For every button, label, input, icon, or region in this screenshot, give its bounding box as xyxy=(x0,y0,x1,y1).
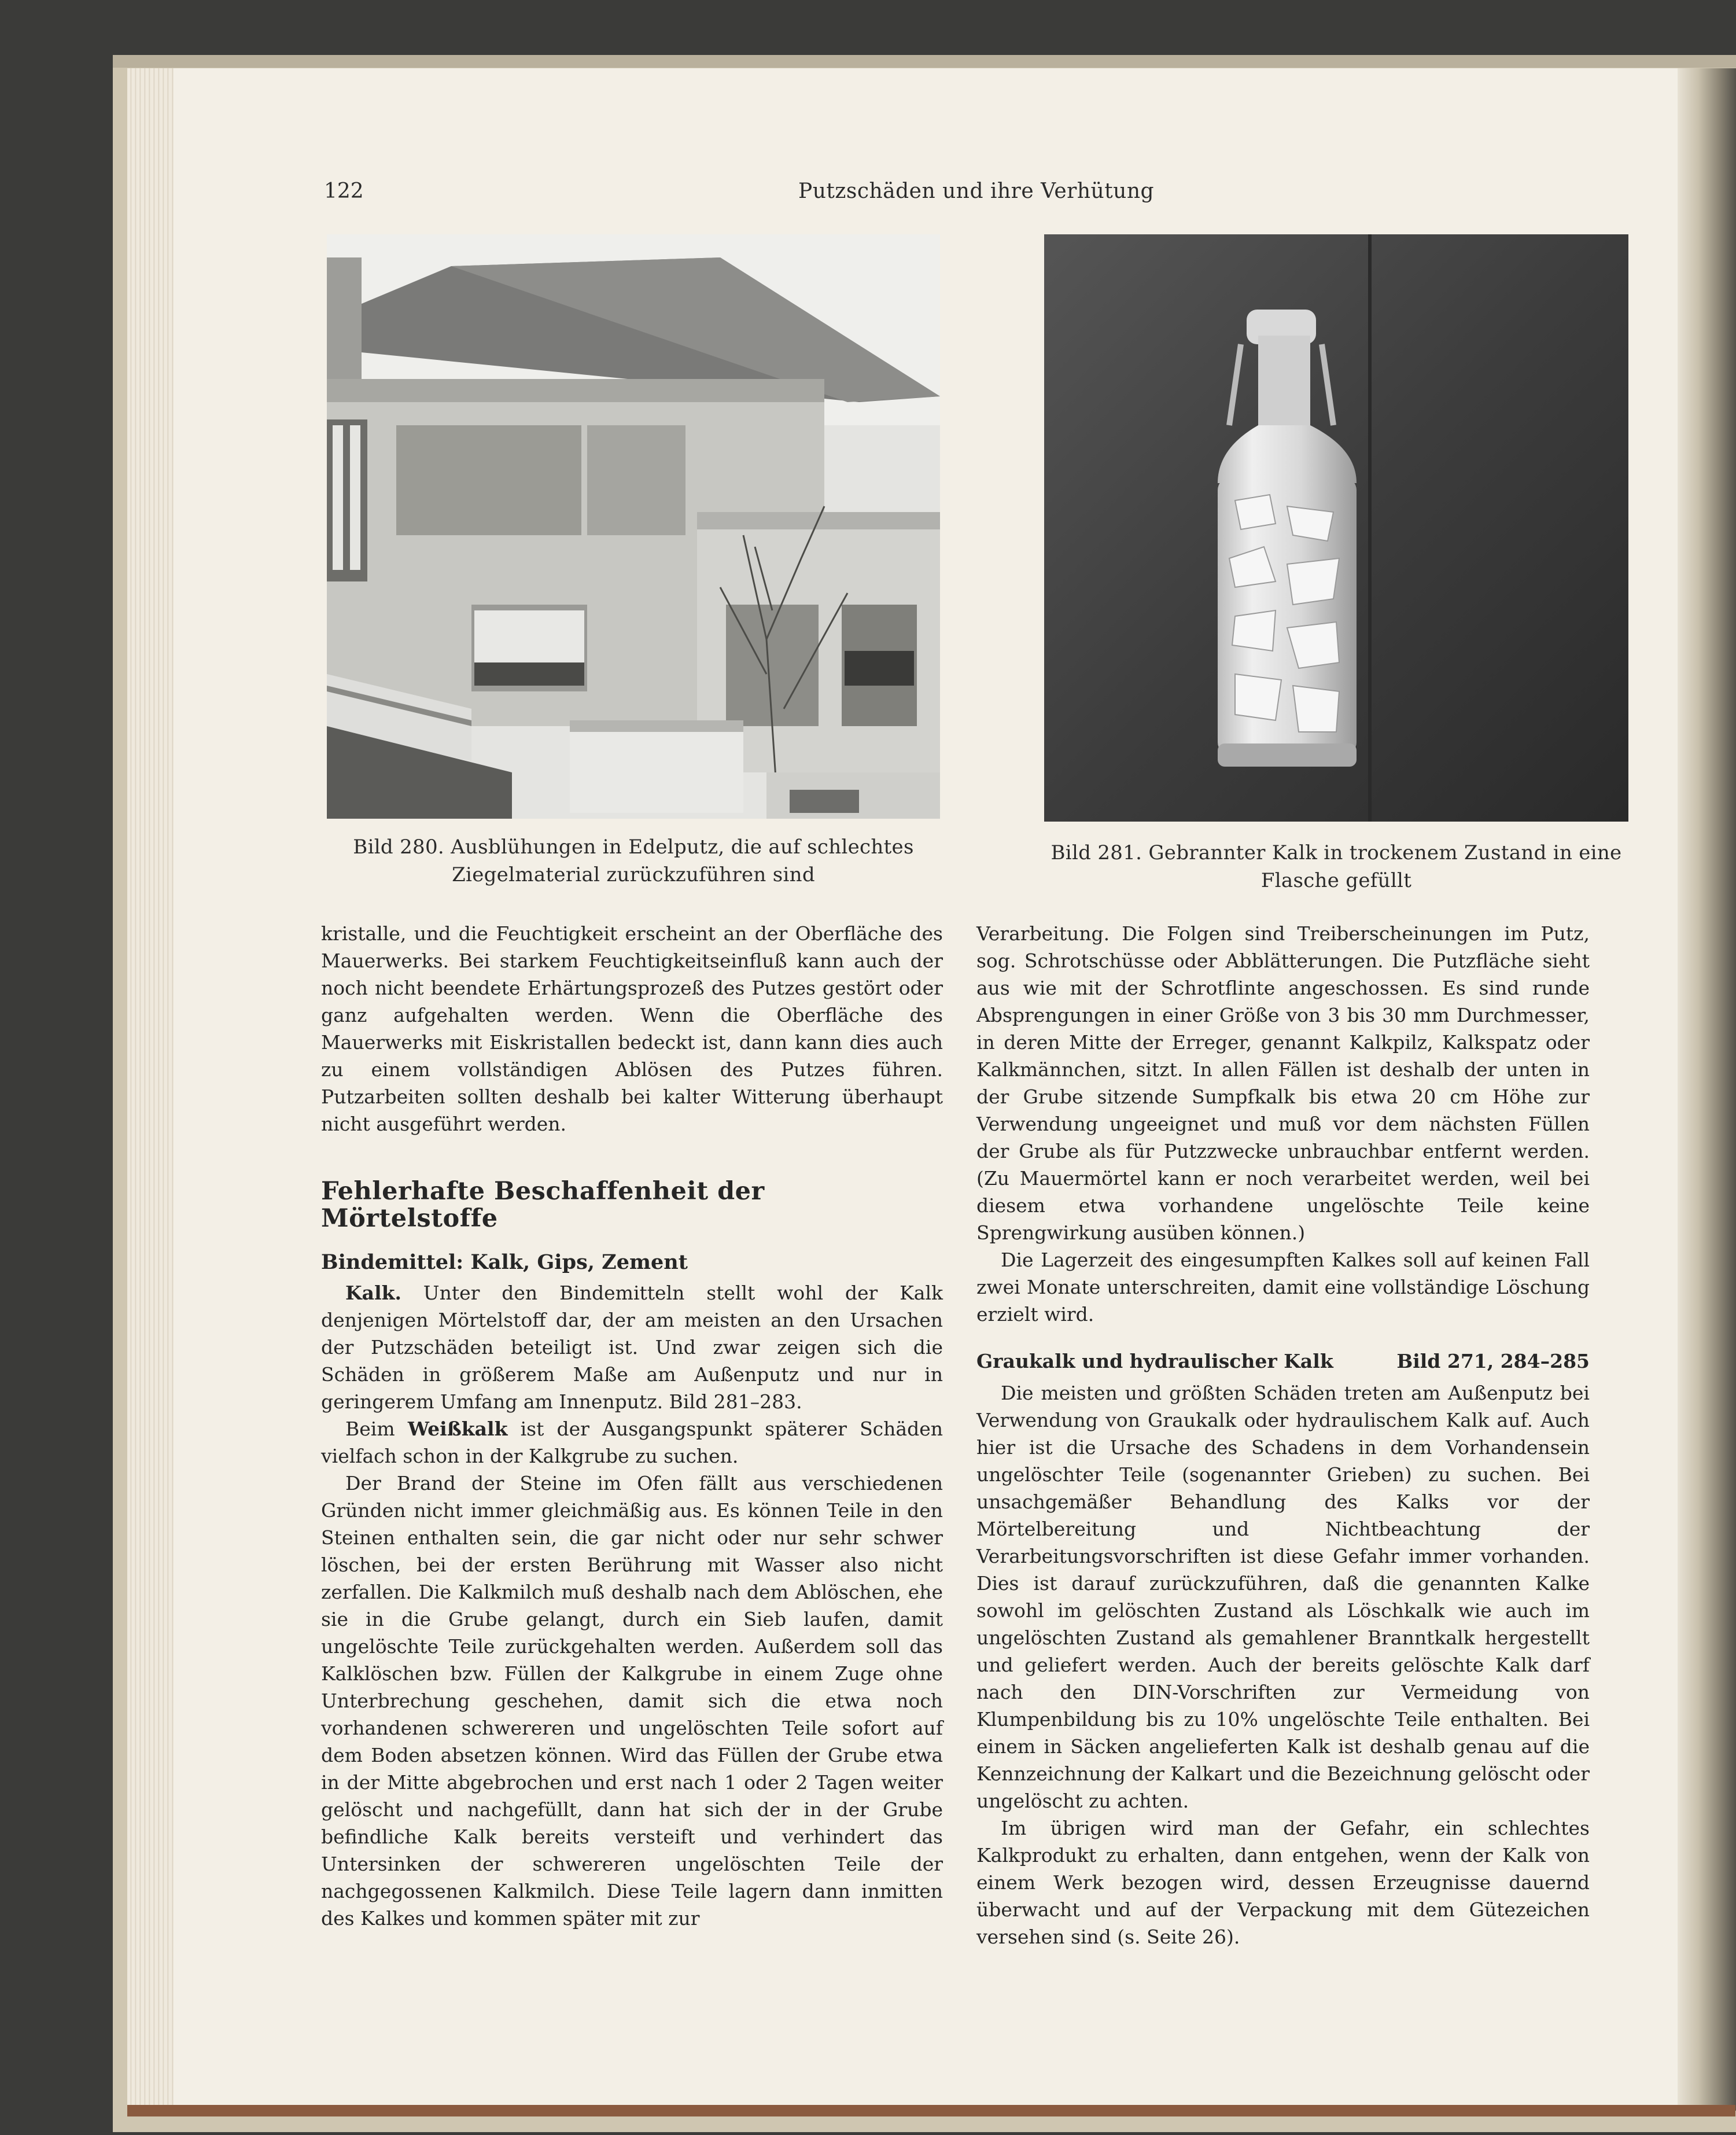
page-gutter xyxy=(1678,68,1736,2111)
paragraph-text: Unter den Bindemitteln stellt wohl der Kalk denjenigen Mörtelstoff dar, der am meisten an den Ursachen der Putzschäden beteiligt ist. Und zwar zeigen sich die Schäden in größerem Maße am Außenputz und nur in geringerem Umfang am Innenputz. Bild 281–283. xyxy=(321,1282,943,1413)
left-text-column xyxy=(321,920,943,1932)
cover-bottom-edge xyxy=(127,2105,1735,2116)
section-heading: Fehlerhafte Beschaffenheit der Mörtelstoffe xyxy=(321,1177,765,1233)
paragraph: kristalle, und die Feuchtigkeit erscheint an der Oberfläche des Mauerwerks. Bei starkem Feuchtigkeitseinfluß kann auch der noch nicht beendete Erhärtungsprozeß des Putzes gestört oder ganz aufgehalten werden. Wenn die Oberfläche des Mauerwerks mit Eiskristallen bedeckt ist, dann kann dies auch zu einem vollständigen Ablösen des Putzes führen. Putzarbeiten sollten deshalb bei kalter Witterung überhaupt nicht ausgeführt werden. xyxy=(321,922,943,1135)
paragraph: Die Lagerzeit des eingesumpften Kalkes soll auf keinen Fall zwei Monate unterschreiten, damit eine vollständige Löschung erzielt wird. xyxy=(976,1249,1590,1326)
subsection-heading-graukalk xyxy=(976,1348,1590,1375)
paragraph: Verarbeitung. Die Folgen sind Treiberscheinungen im Putz, sog. Schrotschüsse oder Abblätterungen. Die Putzfläche sieht aus wie mit der Schrotflinte angeschossen. Es sind runde Absprengungen in einer Größe von 3 bis 30 mm Durchmesser, in deren Mitte der Erreger, genannt Kalkpilz, Kalkspatz oder Kalkmännchen, sitzt. In allen Fällen ist deshalb der unten in der Grube sitzende Sumpfkalk bis etwa 20 cm Höhe zur Verwendung ungeeignet und muß vor dem nächsten Füllen der Grube als für Putzzwecke unbrauchbar entfernt werden. (Zu Mauermörtel kann er noch verarbeitet werden, weil bei diesem etwa vorhandene ungelöschte Teile keine Sprengwirkung ausüben können.) xyxy=(976,922,1590,1244)
figure-280-caption: Bild 280. Ausblühungen in Edelputz, die auf schlechtes Ziegelmaterial zurückzuführen sind xyxy=(353,835,914,886)
paragraph-text: Beim xyxy=(345,1418,395,1440)
paragraph-kalk xyxy=(321,1279,943,1415)
term-kalk: Kalk. xyxy=(345,1282,401,1304)
subsection-heading: Bindemittel: Kalk, Gips, Zement xyxy=(321,1250,688,1274)
term-weisskalk: Weißkalk xyxy=(407,1418,508,1440)
figure-280-house-photo xyxy=(327,234,940,819)
paragraph-text: ist der Ausgangspunkt späterer Schäden vielfach schon in der Kalkgrube zu suchen. xyxy=(321,1418,943,1467)
paragraph-weisskalk xyxy=(321,1415,943,1470)
paragraph: Der Brand der Steine im Ofen fällt aus verschiedenen Gründen nicht immer gleichmäßig aus. Es können Teile in den Steinen enthalten sein, die gar nicht oder nur sehr schwer löschen, bei der ersten Berührung mit Wasser also nicht zerfallen. Die Kalkmilch muß deshalb nach dem Ablöschen, ehe sie in die Grube gelangt, durch ein Sieb laufen, damit ungelöschte Teile zurückgehalten werden. Außerdem soll das Kalklöschen bzw. Füllen der Kalkgrube in einem Zuge ohne Unterbrechung geschehen, damit sich die etwa noch vorhandenen schwereren und ungelöschten Teile sofort auf dem Boden absetzen können. Wird das Füllen der Grube etwa in der Mitte abgebrochen und erst nach 1 oder 2 Tagen weiter gelöscht und nachgefüllt, dann hat sich der in der Grube befindliche Kalk bereits versteift und verhindert das Untersinken der schwereren ungelöschten Teile der nachgegossenen Kalkmilch. Diese Teile lagern dann inmitten des Kalkes und kommen später mit zur xyxy=(321,1472,943,1930)
paragraph: Im übrigen wird man der Gefahr, ein schlechtes Kalkprodukt zu erhalten, dann entgehen, wenn der Kalk von einem Werk bezogen wird, dessen Erzeugnisse dauernd überwacht und auf der Verpackung mit dem Gütezeichen versehen sind (s. Seite 26). xyxy=(976,1817,1590,1948)
figure-reference: Bild 271, 284–285 xyxy=(1396,1350,1590,1372)
page-stack-edges xyxy=(127,68,174,2105)
paragraph: Die meisten und größten Schäden treten am Außenputz bei Verwendung von Graukalk oder hydraulischem Kalk auf. Auch hier ist die Ursache des Schadens in dem Vorhandensein ungelöschter Teile (sogenannter Grieben) zu suchen. Bei unsachgemäßer Behandlung des Kalks vor der Mörtelbereitung und Nichtbeachtung der Verarbeitungsvorschriften ist diese Gefahr immer vorhanden. Dies ist darauf zurückzuführen, daß die genannten Kalke sowohl im gelöschten Zustand als Löschkalk wie auch im ungelöschten Zustand als gemahlener Branntkalk hergestellt und geliefert werden. Auch der bereits gelöschte Kalk darf nach den DIN-Vorschriften zur Vermeidung von Klumpenbildung bis zu 10% ungelöschte Teile enthalten. Bei einem in Säcken angelieferten Kalk ist deshalb genau auf die Kennzeichnung der Kalkart und die Bezeichnung gelöscht oder ungelöscht zu achten. xyxy=(976,1382,1590,1812)
heading-text: Graukalk und hydraulischer Kalk xyxy=(976,1350,1333,1372)
running-title: Putzschäden und ihre Verhütung xyxy=(798,179,1155,203)
figure-281-bottle-photo xyxy=(1044,234,1628,822)
cover-edge xyxy=(113,55,1736,68)
right-text-column xyxy=(976,920,1590,1950)
figure-281-caption: Bild 281. Gebrannter Kalk in trockenem Zustand in eine Flasche gefüllt xyxy=(1051,841,1622,892)
page-number: 122 xyxy=(324,179,364,203)
